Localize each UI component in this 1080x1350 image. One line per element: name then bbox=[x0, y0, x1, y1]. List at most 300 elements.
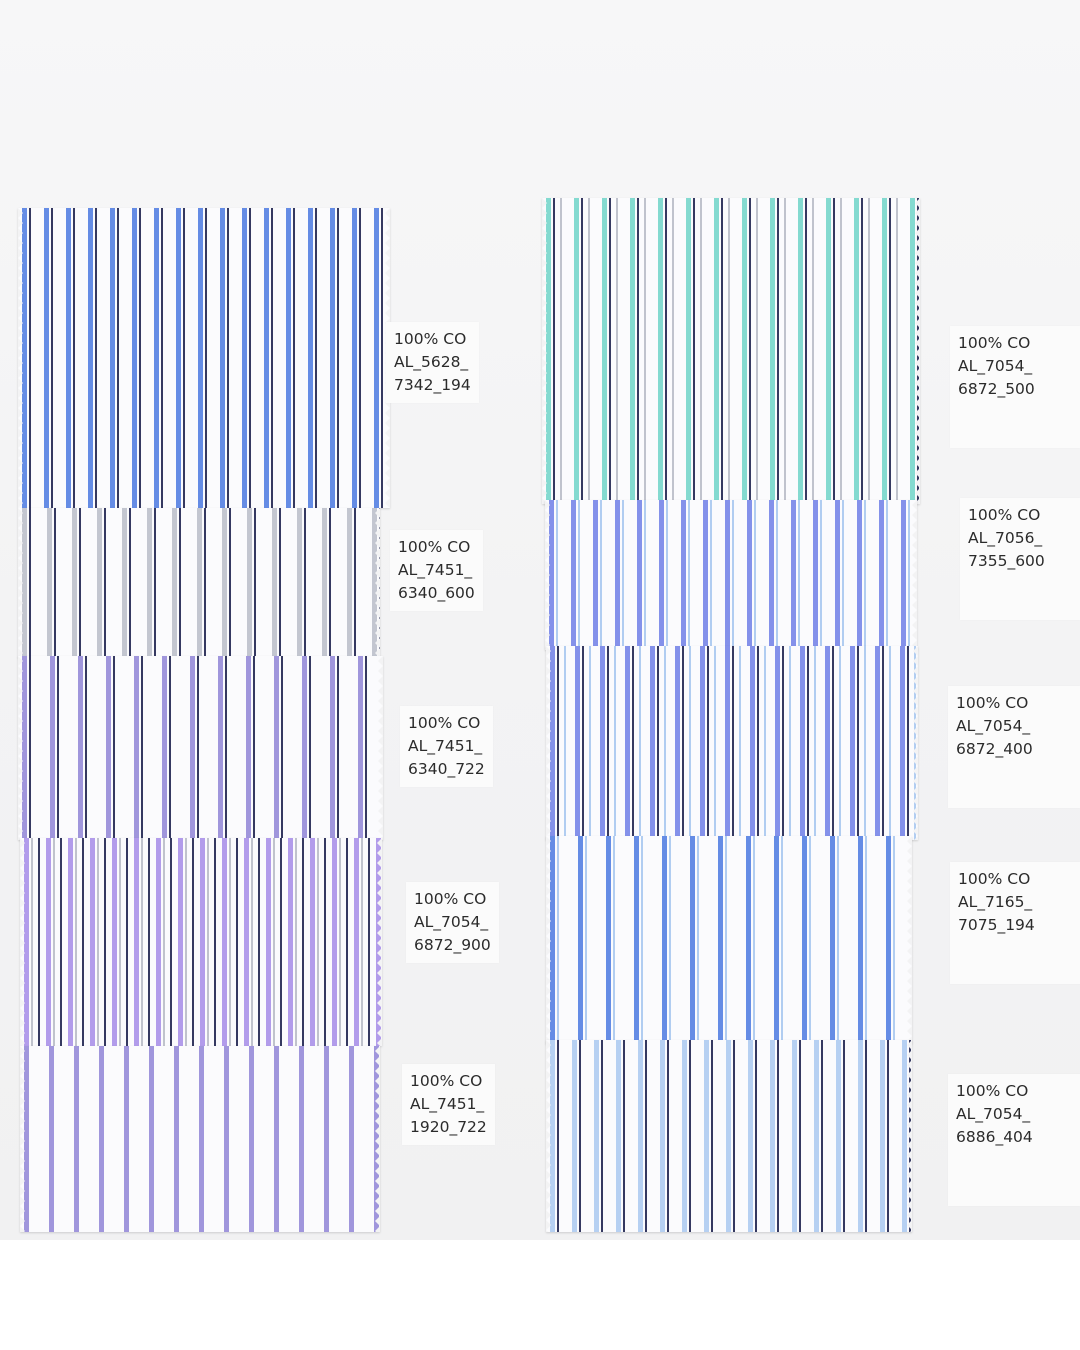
stripe bbox=[667, 1040, 669, 1232]
stripe bbox=[199, 1046, 204, 1232]
stripe bbox=[770, 1040, 775, 1232]
stripe bbox=[882, 198, 887, 504]
article-code: AL_7451_ bbox=[408, 737, 483, 755]
stripe bbox=[681, 500, 686, 650]
stripe bbox=[557, 836, 559, 1044]
stripe bbox=[560, 198, 562, 504]
fiber-content: 100% CO bbox=[968, 506, 1041, 524]
stripe bbox=[697, 836, 699, 1044]
stripe bbox=[675, 646, 680, 840]
article-code: AL_7451_ bbox=[398, 561, 473, 579]
stripe bbox=[279, 508, 281, 658]
stripe bbox=[192, 838, 194, 1046]
stripe bbox=[242, 208, 247, 508]
stripe bbox=[840, 198, 842, 504]
stripe bbox=[644, 500, 646, 650]
stripe bbox=[756, 198, 758, 504]
stripe bbox=[346, 838, 348, 1046]
stripe bbox=[753, 836, 755, 1044]
stripe bbox=[746, 836, 751, 1044]
stripe bbox=[236, 838, 238, 1046]
stripe bbox=[798, 500, 800, 650]
article-code-suffix: 6872_500 bbox=[958, 380, 1035, 398]
fiber-content: 100% CO bbox=[410, 1072, 483, 1090]
stripe bbox=[799, 1040, 801, 1232]
stripe bbox=[650, 646, 655, 840]
stripe bbox=[868, 198, 870, 504]
stripe bbox=[703, 500, 708, 650]
stripe bbox=[880, 1040, 885, 1232]
stripe bbox=[886, 500, 888, 650]
stripe bbox=[29, 656, 31, 840]
stripe bbox=[660, 1040, 665, 1232]
article-code: AL_5628_ bbox=[394, 353, 469, 371]
swatch-label bbox=[948, 1074, 1080, 1206]
stripe bbox=[251, 838, 253, 1046]
stripe bbox=[594, 1040, 599, 1232]
stripe bbox=[124, 1046, 129, 1232]
article-code-suffix: 7342_194 bbox=[394, 376, 471, 394]
fiber-content: 100% CO bbox=[956, 694, 1029, 712]
swatch-fabric bbox=[20, 1046, 380, 1232]
article-code: AL_7054_ bbox=[956, 717, 1031, 735]
stripe bbox=[858, 836, 863, 1044]
stripe bbox=[718, 836, 723, 1044]
stripe bbox=[68, 838, 73, 1046]
stripe bbox=[907, 646, 909, 840]
stripe bbox=[553, 198, 555, 504]
stripe bbox=[889, 198, 891, 504]
stripe bbox=[205, 208, 207, 508]
stripe bbox=[225, 656, 227, 840]
stripe bbox=[73, 208, 75, 508]
stripe bbox=[842, 500, 844, 650]
stripe bbox=[821, 1040, 823, 1232]
stripe bbox=[805, 198, 807, 504]
stripe bbox=[623, 1040, 625, 1232]
stripe bbox=[837, 836, 839, 1044]
stripe bbox=[134, 838, 139, 1046]
fiber-content: 100% CO bbox=[958, 870, 1031, 888]
stripe bbox=[588, 198, 590, 504]
stripe bbox=[754, 500, 756, 650]
stripe bbox=[229, 838, 231, 1046]
stripe bbox=[666, 500, 668, 650]
swatch-fabric bbox=[20, 838, 382, 1046]
stripe bbox=[732, 500, 734, 650]
stripe bbox=[781, 836, 783, 1044]
stripe bbox=[349, 1046, 354, 1232]
stripe bbox=[632, 646, 634, 840]
stripe bbox=[664, 646, 666, 840]
stripe bbox=[337, 208, 339, 508]
stripe bbox=[714, 646, 716, 840]
swatch-label bbox=[400, 706, 493, 787]
stripe bbox=[57, 656, 59, 840]
stripe bbox=[179, 508, 181, 658]
stripe bbox=[742, 198, 747, 504]
article-code-suffix: 7075_194 bbox=[958, 916, 1035, 934]
stripe bbox=[129, 508, 131, 658]
stripe bbox=[72, 508, 77, 658]
stripe bbox=[271, 208, 273, 508]
stripe bbox=[700, 198, 702, 504]
swatch-fabric bbox=[18, 656, 383, 840]
stripe bbox=[882, 646, 884, 840]
stripe bbox=[820, 500, 822, 650]
stripe bbox=[769, 500, 774, 650]
stripe bbox=[24, 1046, 29, 1232]
stripe bbox=[809, 836, 811, 1044]
swatch-label bbox=[386, 322, 479, 403]
stripe bbox=[732, 646, 734, 840]
stripe bbox=[574, 198, 579, 504]
stripe bbox=[739, 646, 741, 840]
stripe bbox=[330, 208, 335, 508]
stripe bbox=[710, 500, 712, 650]
stripe bbox=[814, 646, 816, 840]
stripe bbox=[315, 208, 317, 508]
stripe bbox=[775, 646, 780, 840]
stripe bbox=[725, 500, 730, 650]
stripe bbox=[889, 646, 891, 840]
stripe bbox=[700, 646, 705, 840]
stripe bbox=[725, 836, 727, 1044]
stripe bbox=[317, 838, 319, 1046]
stripe bbox=[381, 208, 383, 508]
article-code-suffix: 1920_722 bbox=[410, 1118, 487, 1136]
stripe bbox=[776, 500, 778, 650]
article-code-suffix: 6872_400 bbox=[956, 740, 1033, 758]
stripe bbox=[220, 208, 225, 508]
stripe bbox=[368, 838, 370, 1046]
stripe bbox=[774, 836, 779, 1044]
stripe bbox=[113, 656, 115, 840]
stripe bbox=[244, 838, 249, 1046]
stripe bbox=[798, 198, 803, 504]
stripe bbox=[622, 500, 624, 650]
stripe bbox=[324, 838, 326, 1046]
swatch-label bbox=[406, 882, 499, 963]
stripe bbox=[22, 656, 27, 840]
stripe bbox=[154, 208, 159, 508]
stripe bbox=[902, 1040, 907, 1232]
stripe bbox=[53, 838, 55, 1046]
stripe bbox=[601, 1040, 603, 1232]
stripe bbox=[557, 1040, 559, 1232]
stripe bbox=[288, 838, 293, 1046]
stripe bbox=[274, 656, 279, 840]
article-code-suffix: 6886_404 bbox=[956, 1128, 1033, 1146]
stripe bbox=[546, 198, 551, 504]
stripe bbox=[832, 646, 834, 840]
stripe bbox=[339, 838, 341, 1046]
stripe bbox=[254, 508, 256, 658]
article-code: AL_7165_ bbox=[958, 893, 1033, 911]
stripe bbox=[707, 646, 709, 840]
stripe bbox=[556, 500, 558, 650]
stripe bbox=[200, 838, 205, 1046]
stripe-pattern bbox=[546, 1040, 912, 1232]
stripe bbox=[169, 656, 171, 840]
stripe bbox=[807, 646, 809, 840]
stripe bbox=[170, 838, 172, 1046]
stripe bbox=[174, 1046, 179, 1232]
stripe bbox=[29, 508, 31, 658]
stripe bbox=[302, 838, 304, 1046]
stripe bbox=[218, 656, 223, 840]
stripe bbox=[825, 646, 830, 840]
stripe bbox=[581, 198, 583, 504]
stripe bbox=[641, 836, 643, 1044]
stripe bbox=[839, 646, 841, 840]
stripe bbox=[644, 198, 646, 504]
stripe bbox=[886, 836, 891, 1044]
stripe bbox=[354, 838, 359, 1046]
stripe bbox=[337, 656, 339, 840]
stripe bbox=[686, 198, 691, 504]
stripe bbox=[582, 646, 584, 840]
stripe bbox=[99, 1046, 104, 1232]
stripe bbox=[802, 836, 807, 1044]
stripe bbox=[309, 656, 311, 840]
stripe bbox=[714, 198, 719, 504]
stripe bbox=[82, 838, 84, 1046]
stripe bbox=[659, 500, 664, 650]
stripe bbox=[97, 838, 99, 1046]
stripe bbox=[46, 838, 51, 1046]
stripe bbox=[264, 208, 269, 508]
stripe bbox=[672, 198, 674, 504]
stripe bbox=[197, 656, 199, 840]
stripe bbox=[875, 646, 880, 840]
stripe-pattern bbox=[20, 838, 382, 1046]
stripe bbox=[557, 646, 559, 840]
swatch-label bbox=[960, 498, 1080, 620]
stripe bbox=[607, 646, 609, 840]
stripe bbox=[29, 208, 31, 508]
stripe-pattern bbox=[546, 646, 918, 840]
stripe bbox=[637, 500, 642, 650]
stripe-pattern bbox=[20, 1046, 380, 1232]
swatch-fabric bbox=[545, 500, 917, 650]
stripe-pattern bbox=[18, 656, 383, 840]
stripe bbox=[616, 1040, 621, 1232]
article-code: AL_7056_ bbox=[968, 529, 1043, 547]
stripe bbox=[865, 836, 867, 1044]
stripe bbox=[682, 1040, 687, 1232]
stripe bbox=[550, 1040, 555, 1232]
stripe bbox=[299, 1046, 304, 1232]
stripe bbox=[88, 208, 93, 508]
stripe bbox=[295, 838, 297, 1046]
stripe bbox=[606, 836, 611, 1044]
stripe bbox=[50, 656, 55, 840]
stripe bbox=[280, 838, 282, 1046]
stripe bbox=[156, 838, 161, 1046]
stripe-pattern bbox=[542, 198, 920, 504]
stripe bbox=[310, 838, 315, 1046]
stripe bbox=[227, 208, 229, 508]
fabric-ground bbox=[546, 836, 912, 1044]
stripe bbox=[38, 838, 40, 1046]
stripe bbox=[365, 656, 367, 840]
article-code: AL_7054_ bbox=[956, 1105, 1031, 1123]
stripe bbox=[286, 208, 291, 508]
stripe bbox=[704, 1040, 709, 1232]
stripe bbox=[75, 838, 77, 1046]
stripe bbox=[757, 646, 759, 840]
stripe bbox=[54, 508, 56, 658]
stripe bbox=[861, 198, 863, 504]
stripe bbox=[139, 208, 141, 508]
stripe bbox=[361, 838, 363, 1046]
stripe bbox=[826, 198, 831, 504]
swatch-fabric bbox=[18, 208, 390, 508]
stripe bbox=[571, 500, 576, 650]
stripe bbox=[162, 656, 167, 840]
stripe bbox=[830, 836, 835, 1044]
stripe bbox=[616, 198, 618, 504]
stripe bbox=[163, 838, 165, 1046]
stripe bbox=[858, 1040, 863, 1232]
stripe bbox=[900, 646, 905, 840]
stripe bbox=[119, 838, 121, 1046]
fabric-ground bbox=[18, 656, 383, 840]
stripe bbox=[104, 508, 106, 658]
stripe bbox=[358, 656, 363, 840]
stripe bbox=[161, 208, 163, 508]
stripe bbox=[249, 1046, 254, 1232]
stripe bbox=[329, 508, 331, 658]
stripe bbox=[332, 838, 337, 1046]
stripe bbox=[134, 656, 139, 840]
stripe bbox=[725, 646, 730, 840]
stripe bbox=[74, 1046, 79, 1232]
swatch-fabric bbox=[546, 646, 918, 840]
stripe bbox=[896, 198, 898, 504]
stripe bbox=[585, 836, 587, 1044]
article-code: AL_7451_ bbox=[410, 1095, 485, 1113]
stripe bbox=[308, 208, 313, 508]
stripe bbox=[634, 836, 639, 1044]
stripe bbox=[662, 836, 667, 1044]
stripe bbox=[247, 508, 252, 658]
stripe bbox=[575, 646, 580, 840]
stripe bbox=[843, 1040, 845, 1232]
stripe bbox=[117, 208, 119, 508]
stripe bbox=[910, 198, 915, 504]
stripe bbox=[625, 646, 630, 840]
stripe bbox=[630, 198, 635, 504]
stripe bbox=[908, 500, 910, 650]
fiber-content: 100% CO bbox=[414, 890, 487, 908]
stripe bbox=[600, 500, 602, 650]
stripe bbox=[85, 656, 87, 840]
stripe bbox=[857, 646, 859, 840]
stripe bbox=[750, 646, 755, 840]
stripe bbox=[229, 508, 231, 658]
stripe bbox=[637, 198, 639, 504]
stripe bbox=[281, 656, 283, 840]
stripe bbox=[836, 1040, 841, 1232]
stripe bbox=[749, 198, 751, 504]
stripe bbox=[835, 500, 840, 650]
stripe bbox=[564, 646, 566, 840]
swatch-label bbox=[950, 326, 1080, 448]
stripe bbox=[657, 646, 659, 840]
stripe bbox=[204, 508, 206, 658]
stripe bbox=[97, 508, 102, 658]
stripe bbox=[784, 198, 786, 504]
stripe bbox=[90, 838, 95, 1046]
stripe bbox=[789, 646, 791, 840]
stripe bbox=[78, 656, 83, 840]
stripe-pattern bbox=[18, 508, 380, 658]
stripe bbox=[864, 646, 866, 840]
stripe bbox=[865, 1040, 867, 1232]
stripe bbox=[172, 508, 177, 658]
swatch-label bbox=[402, 1064, 495, 1145]
stripe bbox=[887, 1040, 889, 1232]
stripe bbox=[638, 1040, 643, 1232]
stripe bbox=[721, 198, 723, 504]
stripe bbox=[600, 646, 605, 840]
article-code-suffix: 7355_600 bbox=[968, 552, 1045, 570]
stripe bbox=[791, 500, 796, 650]
stripe bbox=[639, 646, 641, 840]
stripe bbox=[352, 208, 357, 508]
stripe bbox=[690, 836, 695, 1044]
article-code: AL_7054_ bbox=[958, 357, 1033, 375]
swatch-fabric bbox=[546, 836, 912, 1044]
stripe bbox=[258, 838, 260, 1046]
stripe bbox=[51, 208, 53, 508]
stripe bbox=[222, 508, 227, 658]
stripe bbox=[176, 208, 181, 508]
stripe bbox=[589, 646, 591, 840]
stripe bbox=[857, 500, 862, 650]
stripe bbox=[792, 1040, 797, 1232]
stripe bbox=[297, 508, 302, 658]
stripe bbox=[149, 1046, 154, 1232]
stripe bbox=[197, 508, 202, 658]
stripe bbox=[272, 508, 277, 658]
article-code-suffix: 6872_900 bbox=[414, 936, 491, 954]
stripe bbox=[246, 656, 251, 840]
stripe bbox=[304, 508, 306, 658]
stripe bbox=[578, 836, 583, 1044]
stripe bbox=[222, 838, 227, 1046]
stripe bbox=[185, 838, 187, 1046]
stripe bbox=[293, 208, 295, 508]
stripe bbox=[207, 838, 209, 1046]
swatch-label bbox=[390, 530, 483, 611]
stripe bbox=[126, 838, 128, 1046]
stripe bbox=[579, 1040, 581, 1232]
stripe bbox=[24, 838, 29, 1046]
stripe bbox=[669, 836, 671, 1044]
stripe bbox=[688, 500, 690, 650]
stripe-pattern bbox=[545, 500, 917, 650]
stripe bbox=[322, 508, 327, 658]
stripe bbox=[645, 1040, 647, 1232]
swatch-label bbox=[948, 686, 1080, 808]
stripe bbox=[864, 500, 866, 650]
fiber-content: 100% CO bbox=[398, 538, 471, 556]
stripe bbox=[748, 1040, 753, 1232]
stripe-pattern bbox=[546, 836, 912, 1044]
